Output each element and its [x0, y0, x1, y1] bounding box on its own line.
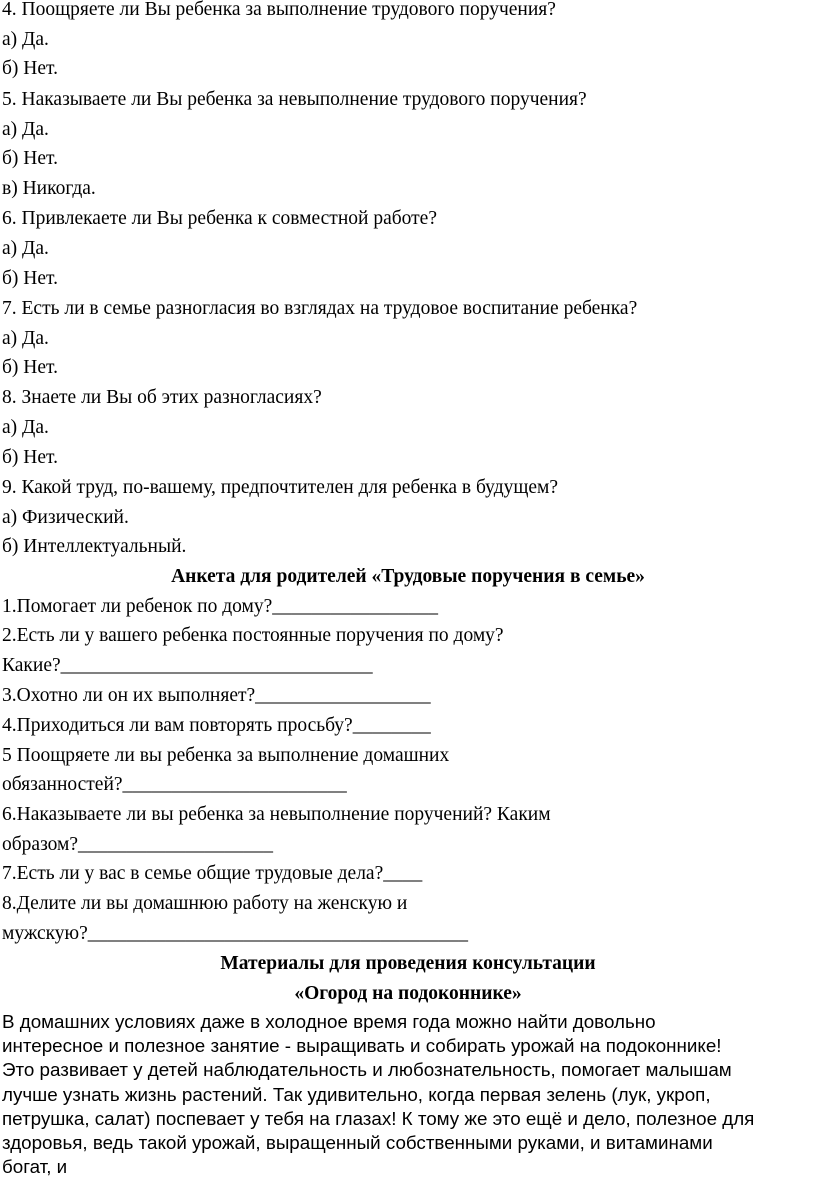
answer-line: б) Нет.: [2, 268, 58, 289]
survey-question-5: 5 Поощряете ли вы ребенка за выполнение домашних: [2, 745, 450, 766]
paragraph-line: Это развивает у детей наблюдательность и любознательность, помогает малышам: [2, 1059, 732, 1081]
survey-question-8-cont: мужскую?_______________________________________: [2, 923, 469, 944]
survey-question-4: 4.Приходиться ли вам повторять просьбу?________: [2, 715, 431, 736]
paragraph-line: богат, и: [2, 1156, 68, 1178]
answer-line: а) Да.: [2, 238, 49, 259]
answer-line: б) Интеллектуальный.: [2, 536, 187, 557]
survey-question-6: 6.Наказываете ли вы ребенка за невыполнение поручений? Каким: [2, 804, 551, 825]
survey-question-8: 8.Делите ли вы домашнюю работу на женскую и: [2, 893, 408, 914]
question-5: 5. Наказываете ли Вы ребенка за невыполнение трудового поручения?: [2, 89, 587, 110]
question-9: 9. Какой труд, по-вашему, предпочтителен для ребенка в будущем?: [2, 477, 559, 498]
materials-title: Материалы для проведения консультации: [220, 953, 596, 974]
materials-subtitle: «Огород на подоконнике»: [294, 983, 522, 1004]
paragraph-line: петрушка, салат) поспевает у тебя на глазах! К тому же это ещё и дело, полезное для: [2, 1107, 755, 1129]
answer-line: б) Нет.: [2, 447, 58, 468]
survey-question-3: 3.Охотно ли он их выполняет?__________________: [2, 685, 431, 706]
answer-line: б) Нет.: [2, 58, 58, 79]
survey-question-5-cont: обязанностей?_______________________: [2, 774, 347, 795]
answer-line: б) Нет.: [2, 357, 58, 378]
survey-answer-blank: Какие?________________________________: [2, 655, 373, 676]
answer-line: в) Никогда.: [2, 178, 96, 199]
paragraph-line: лучше узнать жизнь растений. Так удивительно, когда первая зелень (лук, укроп,: [2, 1083, 711, 1105]
answer-line: а) Да.: [2, 119, 49, 140]
question-6: 6. Привлекаете ли Вы ребенка к совместной работе?: [2, 208, 437, 229]
consultation-paragraph: [2, 1010, 812, 1179]
answer-line: а) Да.: [2, 328, 49, 349]
question-8: 8. Знаете ли Вы об этих разногласиях?: [2, 387, 322, 408]
survey-title: Анкета для родителей «Трудовые поручения в семье»: [171, 566, 645, 587]
paragraph-line: здоровья, ведь такой урожай, выращенный собственными руками, и витаминами: [2, 1132, 713, 1154]
answer-line: а) Физический.: [2, 507, 129, 528]
answer-line: а) Да.: [2, 29, 49, 50]
answer-line: а) Да.: [2, 417, 49, 438]
question-4: 4. Поощряете ли Вы ребенка за выполнение трудового поручения?: [2, 0, 556, 20]
question-7: 7. Есть ли в семье разногласия во взглядах на трудовое воспитание ребенка?: [2, 298, 638, 319]
survey-question-6-cont: образом?____________________: [2, 834, 274, 855]
survey-question-1: 1.Помогает ли ребенок по дому?_________________: [2, 596, 439, 617]
paragraph-line: интересное и полезное занятие - выращивать и собирать урожай на подоконнике!: [2, 1035, 722, 1057]
answer-line: б) Нет.: [2, 148, 58, 169]
survey-question-2: 2.Есть ли у вашего ребенка постоянные поручения по дому?: [2, 625, 504, 646]
paragraph-line: В домашних условиях даже в холодное время года можно найти довольно: [2, 1011, 656, 1032]
survey-question-7: 7.Есть ли у вас в семье общие трудовые дела?____: [2, 863, 423, 884]
